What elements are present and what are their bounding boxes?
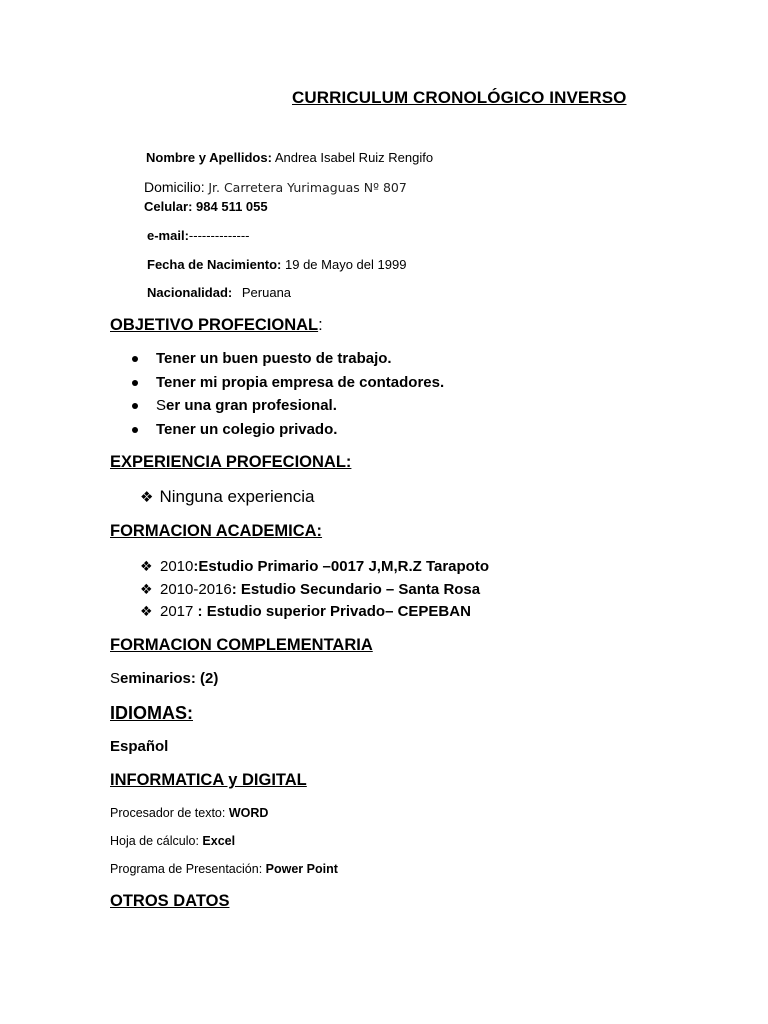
objective-heading (110, 316, 323, 335)
phone-label: Celular: (144, 199, 193, 214)
list-item (140, 579, 489, 602)
list-item (140, 556, 489, 579)
email-label: e-mail: (147, 228, 189, 243)
diamond-bullet-icon: ❖ (140, 581, 153, 598)
other-heading (110, 892, 229, 911)
birth-row (147, 257, 406, 272)
bullet-dot-icon (132, 380, 138, 386)
birth-label: Fecha de Nacimiento: (147, 257, 282, 272)
phone-row (144, 199, 268, 214)
bullet-dot-icon (132, 403, 138, 409)
computing-value: WORD (225, 806, 269, 820)
computing-label: Procesador de texto: (110, 806, 226, 820)
education-list (140, 556, 489, 624)
document-title: CURRICULUM CRONOLÓGICO INVERSO (292, 88, 627, 107)
computing-item (110, 834, 235, 848)
address-label: Domicilio: (144, 179, 205, 195)
objective-item-text: Tener mi propia empresa de contadores. (156, 373, 445, 391)
language-text: Español (110, 738, 169, 755)
diamond-bullet-icon: ❖ (140, 559, 153, 575)
complementary-heading-text: FORMACION COMPLEMENTARIA (110, 636, 373, 654)
experience-heading (110, 453, 351, 472)
complementary-item (110, 670, 218, 687)
diamond-bullet-icon: ❖ (140, 488, 154, 506)
objective-item-text: Tener un colegio privado. (156, 420, 338, 438)
education-heading (110, 522, 322, 541)
nationality-value: Peruana (241, 285, 292, 300)
language-item (110, 738, 168, 755)
list-item (130, 418, 444, 442)
experience-item (140, 487, 314, 507)
objective-item-text: er una gran profesional. (166, 397, 337, 414)
objective-item-text: Tener un buen puesto de trabajo. (156, 350, 392, 367)
list-item (130, 347, 444, 371)
birth-value: 19 de Mayo del 1999 (285, 257, 407, 272)
education-desc: :Estudio Primario –0017 J,M,R.Z Tarapoto (193, 558, 489, 575)
complementary-text: eminarios: (2) (120, 670, 219, 687)
bullet-dot-icon (132, 356, 138, 362)
education-heading-text: FORMACION ACADEMICA: (110, 522, 323, 540)
name-label: Nombre y Apellidos: (146, 150, 272, 165)
address-value: Jr. Carretera Yurimaguas Nº 807 (208, 180, 407, 195)
phone-value: 984 511 055 (196, 199, 268, 214)
computing-label: Programa de Presentación: (110, 862, 263, 876)
education-desc: : Estudio superior Privado– CEPEBAN (193, 603, 471, 620)
nationality-label: Nacionalidad: (147, 285, 233, 300)
computing-label: Hoja de cálculo: (110, 834, 199, 848)
objective-list (130, 347, 444, 441)
languages-heading-text: IDIOMAS: (110, 703, 193, 723)
list-item (130, 371, 444, 395)
education-desc: : Estudio Secundario – Santa Rosa (231, 580, 481, 598)
experience-item-text: Ninguna experiencia (159, 487, 315, 506)
computing-value: Power Point (262, 862, 338, 876)
name-value: Andrea Isabel Ruiz Rengifo (274, 150, 434, 165)
bullet-dot-icon (132, 427, 138, 433)
name-row (146, 150, 433, 165)
objective-heading-text: OBJETIVO PROFECIONAL (110, 316, 319, 334)
complementary-first-letter: S (110, 670, 121, 687)
nationality-row (147, 285, 291, 300)
computing-heading (110, 771, 307, 790)
other-heading-text: OTROS DATOS (110, 892, 230, 910)
computing-value: Excel (198, 834, 236, 848)
computing-item (110, 806, 268, 820)
education-year: 2010-2016 (160, 580, 232, 598)
experience-heading-text: EXPERIENCIA PROFECIONAL: (110, 453, 352, 471)
address-row (144, 179, 407, 195)
complementary-heading (110, 636, 373, 655)
education-year: 2017 (160, 603, 194, 620)
email-row (147, 228, 250, 243)
education-year: 2010 (160, 558, 194, 575)
computing-heading-text: INFORMATICA y DIGITAL (110, 771, 307, 789)
computing-item (110, 862, 338, 876)
languages-heading (110, 703, 193, 724)
diamond-bullet-icon: ❖ (140, 604, 153, 620)
email-value: -------------- (188, 228, 250, 243)
objective-heading-colon: : (318, 316, 323, 334)
objective-item-first-letter: S (156, 397, 167, 414)
list-item (130, 394, 444, 418)
list-item (140, 601, 489, 624)
